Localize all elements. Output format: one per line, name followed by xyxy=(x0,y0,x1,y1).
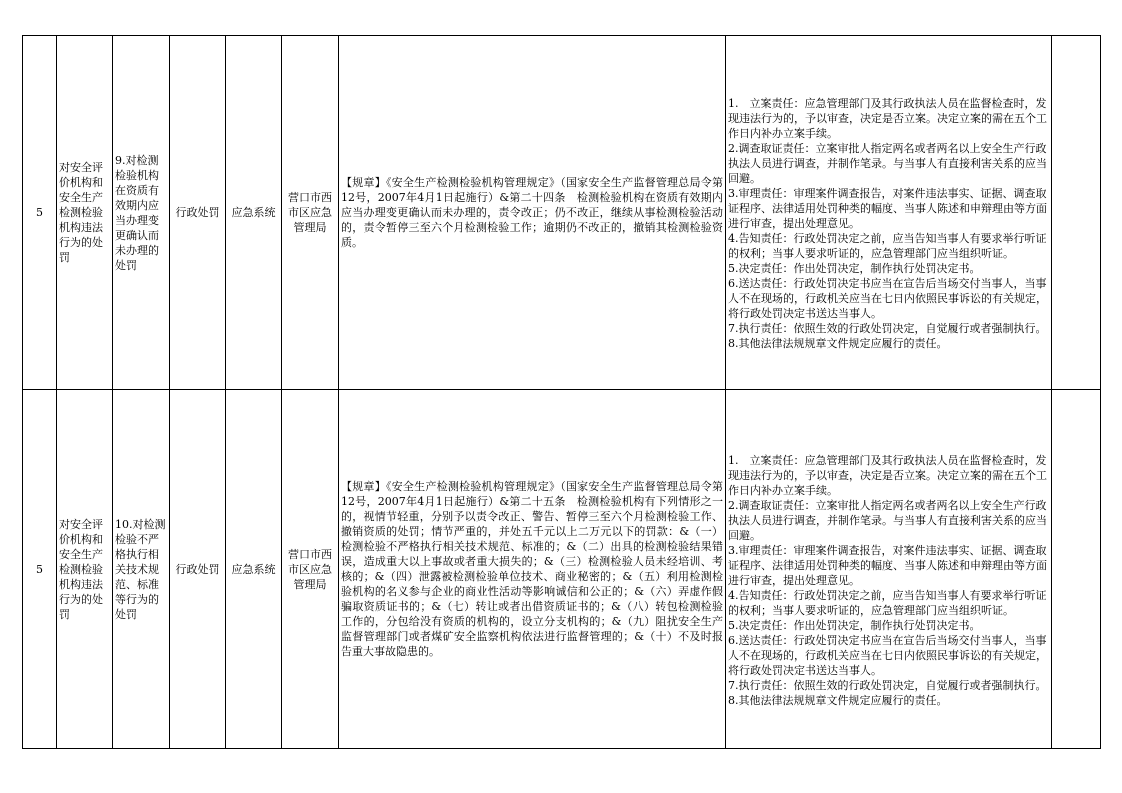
responsibility-cell xyxy=(726,36,1052,390)
responsibility-item: 4.告知责任：行政处罚决定之前，应当告知当事人有要求举行听证的权利；当事人要求听证的，应急管理部门应当组织听证。 xyxy=(728,232,1047,260)
system-cell: 应急系统 xyxy=(226,390,282,749)
responsibility-item: 2.调查取证责任：立案审批人指定两名或者两名以上安全生产行政执法人员进行调查，并制作笔录。与当事人有直接利害关系的应当回避。 xyxy=(728,142,1047,185)
category-cell: 对安全评价机构和安全生产检测检验机构违法行为的处罚 xyxy=(57,390,113,749)
table-row xyxy=(23,390,1101,749)
seq-cell: 5 xyxy=(23,390,57,749)
remark-cell xyxy=(1052,36,1101,390)
responsibility-item: 7.执行责任：依照生效的行政处罚决定，自觉履行或者强制执行。 xyxy=(728,678,1047,692)
responsibility-item: 3.审理责任：审理案件调查报告，对案件违法事实、证据、调查取证程序、法律适用处罚种类的幅度、当事人陈述和申辩理由等方面进行审查，提出处理意见。 xyxy=(728,543,1047,587)
responsibility-item: 1. 立案责任：应急管理部门及其行政执法人员在监督检查时，发现违法行为的，予以审查，决定是否立案。决定立案的需在五个工作日内补办立案手续。 xyxy=(728,97,1047,140)
responsibility-item: 7.执行责任：依照生效的行政处罚决定，自觉履行或者强制执行。 xyxy=(728,322,1047,335)
responsibility-item: 5.决定责任：作出处罚决定，制作执行处罚决定书。 xyxy=(728,618,981,632)
type-cell: 行政处罚 xyxy=(170,390,226,749)
item-cell: 9.对检测检验机构在资质有效期内应当办理变更确认而未办理的处罚 xyxy=(113,36,170,390)
power-list-table xyxy=(22,35,1101,749)
responsibility-item: 4.告知责任：行政处罚决定之前，应当告知当事人有要求举行听证的权利；当事人要求听证的，应急管理部门应当组织听证。 xyxy=(728,588,1047,617)
remark-cell xyxy=(1052,390,1101,749)
legal-basis-cell: 【规章】《安全生产检测检验机构管理规定》（国家安全生产监督管理总局令第12号，2007年4月1日起施行）&第二十四条 检测检验机构在资质有效期内应当办理变更确认而未办理的，责令改正；仍不改正，继续从事检测检验活动的，责令暂停三至六个月检测检验工作；逾期仍不改正的，撤销其检测检验资质。 xyxy=(339,36,726,390)
system-cell: 应急系统 xyxy=(226,36,282,390)
responsibility-item: 8.其他法律法规规章文件规定应履行的责任。 xyxy=(728,693,948,707)
responsibility-item: 3.审理责任：审理案件调查报告，对案件违法事实、证据、调查取证程序、法律适用处罚种类的幅度、当事人陈述和申辩理由等方面进行审查，提出处理意见。 xyxy=(728,187,1047,230)
responsibility-item: 8.其他法律法规规章文件规定应履行的责任。 xyxy=(728,337,948,350)
seq-cell: 5 xyxy=(23,36,57,390)
legal-basis-cell: 【规章】《安全生产检测检验机构管理规定》（国家安全生产监督管理总局令第12号，2007年4月1日起施行）&第二十五条 检测检验机构有下列情形之一的，视情节轻重，分别予以责令改正、警告、暂停三至六个月检测检验工作、撤销资质的处罚；情节严重的，并处五千元以上二万元以下的罚款：&（一）检测检验不严格执行相关技术规范、标准的；&（二）出具的检测检验结果错误，造成重大以上事故或者重大损失的；&（三）检测检验人员未经培训、考核的；&（四）泄露被检测检验单位技术、商业秘密的；&（五）利用检测检验机构的名义参与企业的商业性活动等影响诚信和公正的；&（六）弄虚作假骗取资质证书的；&（七）转让或者出借资质证书的；&（八）转包检测检验工作的，分包给没有资质的机构的，设立分支机构的；&（九）阻扰安全生产监督管理部门或者煤矿安全监察机构依法进行监督管理的；&（十）不及时报告重大事故隐患的。 xyxy=(339,390,726,749)
item-cell: 10.对检测检验不严格执行相关技术规范、标准等行为的处罚 xyxy=(113,390,170,749)
responsibility-item: 6.送达责任：行政处罚决定书应当在宣告后当场交付当事人，当事人不在现场的，行政机关应当在七日内依照民事诉讼的有关规定，将行政处罚决定书送达当事人。 xyxy=(728,277,1047,320)
responsibility-item: 2.调查取证责任：立案审批人指定两名或者两名以上安全生产行政执法人员进行调查，并制作笔录。与当事人有直接利害关系的应当回避。 xyxy=(728,498,1047,542)
responsibility-cell xyxy=(726,390,1052,749)
responsibility-item: 6.送达责任：行政处罚决定书应当在宣告后当场交付当事人，当事人不在现场的，行政机关应当在七日内依照民事诉讼的有关规定，将行政处罚决定书送达当事人。 xyxy=(728,633,1047,677)
table-row xyxy=(23,36,1101,390)
type-cell: 行政处罚 xyxy=(170,36,226,390)
agency-cell: 营口市西市区应急管理局 xyxy=(282,36,339,390)
responsibility-item: 5.决定责任：作出处罚决定，制作执行处罚决定书。 xyxy=(728,262,981,275)
agency-cell: 营口市西市区应急管理局 xyxy=(282,390,339,749)
category-cell: 对安全评价机构和安全生产检测检验机构违法行为的处罚 xyxy=(57,36,113,390)
responsibility-item: 1. 立案责任：应急管理部门及其行政执法人员在监督检查时，发现违法行为的，予以审查，决定是否立案。决定立案的需在五个工作日内补办立案手续。 xyxy=(728,453,1047,497)
